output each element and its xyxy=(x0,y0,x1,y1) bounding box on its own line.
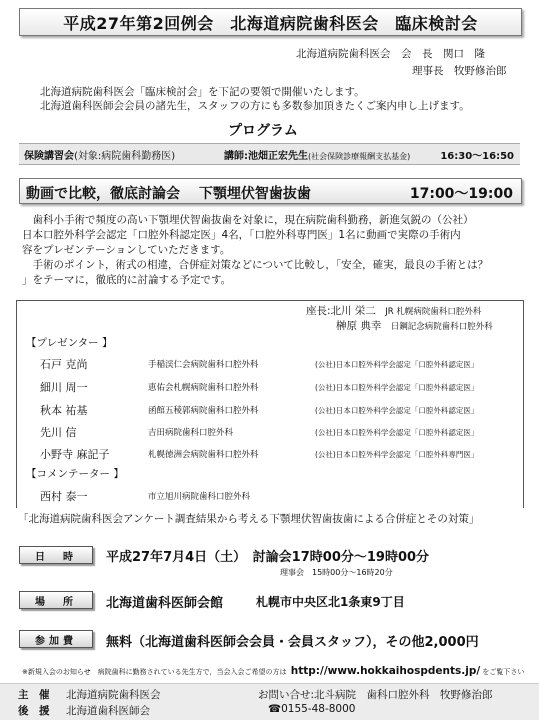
program-heading: プログラム xyxy=(228,123,298,139)
chair-1: 座長:北川 栄二 JR 札幌病院歯科口腔外科 xyxy=(306,305,482,317)
main-session-header xyxy=(19,178,522,204)
support: 北海道歯科医師会 xyxy=(66,705,150,717)
desc-line-1: 歯科小手術で頻度の高い下顎埋伏智歯抜歯を対象に，現在病院歯科勤務，新進気鋭の（公社） xyxy=(22,214,474,226)
commentator-name: 西村 泰一 xyxy=(40,490,88,503)
desc-line-4: 手術のポイント，術式の相違，合併症対策などについて比較し，「安全，確実，最良の手術とは？ xyxy=(22,259,489,271)
organizer-chairman: 理事長 牧野修治郎 xyxy=(412,65,507,77)
presenter-affiliation: 手稲渓仁会病院歯科口腔外科 xyxy=(148,360,259,370)
commentator-label: 【コメンテーター 】 xyxy=(26,468,124,480)
presenter-cert: (公社)日本口腔外科学会認定「口腔外科認定医」 xyxy=(315,383,479,392)
page-title: 平成27年第2回例会 北海道病院歯科医会 臨床検討会 xyxy=(19,8,522,36)
presenter-name: 細川 周一 xyxy=(40,381,88,394)
desc-line-5: 」をテーマに，徹底的に討論する予定です。 xyxy=(22,274,232,286)
support-label: 後 援 xyxy=(18,705,50,717)
lecture-label: 保険講習会(対象:病院歯科勤務医) xyxy=(24,150,176,162)
presenter-affiliation: 函館五稜郭病院歯科口腔外科 xyxy=(148,406,259,416)
membership-notice: ※新規入会のお知らせ 病院歯科に勤務されている先生方で，当会入会ご希望の方は http://www.hokkaihospdents.jp/ をご覧下さい xyxy=(22,665,525,677)
intro-line-1: 北海道病院歯科医会「臨床検討会」を下記の要領で開催いたします。 xyxy=(40,86,365,98)
organizer-president: 北海道病院歯科医会 会 長 関口 隆 xyxy=(296,48,485,60)
presenter-name: 秋本 祐基 xyxy=(40,404,88,417)
presenter-affiliation: 吉田病院歯科口腔外科 xyxy=(148,428,234,438)
footer xyxy=(0,683,539,720)
fee-value: 無料（北海道歯科医師会会員・会員スタッフ），その他2,000円 xyxy=(106,635,479,650)
contact-phone: ☎0155-48-8000 xyxy=(268,703,356,715)
presenters-label: 【プレゼンター 】 xyxy=(26,337,113,349)
host: 北海道病院歯科医会 xyxy=(66,689,161,701)
presenter-name: 先川 信 xyxy=(40,426,77,439)
venue-value: 北海道歯科医師会館 xyxy=(106,596,224,611)
date-label: 日 時 xyxy=(19,546,93,564)
lecture-time: 16:30〜16:50 xyxy=(440,150,514,162)
main-session-time: 17:00〜19:00 xyxy=(409,186,513,202)
presenter-cert: (公社)日本口腔外科学会認定「口腔外科認定医」 xyxy=(315,360,479,369)
commentator-affiliation: 市立旭川病院歯科口腔外科 xyxy=(148,492,251,502)
website-link[interactable]: http://www.hokkaihospdents.jp/ xyxy=(290,665,481,677)
host-label: 主 催 xyxy=(18,689,50,701)
chair-2: 榊原 典幸 日鋼記念病院歯科口腔外科 xyxy=(336,320,493,332)
date-sub: 理事会 15時00分〜16時20分 xyxy=(280,568,393,577)
main-session-title: 動画で比較，徹底討論会 下顎埋伏智歯抜歯 xyxy=(26,186,311,202)
presenter-cert: (公社)日本口腔外科学会認定「口腔外科認定医」 xyxy=(315,428,479,437)
presenter-affiliation: 札幌徳洲会病院歯科口腔外科 xyxy=(148,450,259,460)
presenter-affiliation: 恵佑会札幌病院歯科口腔外科 xyxy=(148,383,259,393)
closing-note: 「北海道病院歯科医会アンケート調査結果から考える下顎埋伏智歯抜歯による合併症とその対策」 xyxy=(18,513,480,525)
date-value: 平成27年7月4日（土） 討論会17時00分〜19時00分 xyxy=(106,550,430,565)
lecturer: 講師:池畑正宏先生(社会保険診療報酬支払基金) xyxy=(224,150,411,162)
lecture-band xyxy=(19,143,520,165)
presenter-cert: (公社)日本口腔外科学会認定「口腔外科専門医」 xyxy=(315,450,479,459)
contact: お問い合せ:北斗病院 歯科口腔外科 牧野修治郎 xyxy=(258,689,493,701)
venue-label: 場 所 xyxy=(19,591,93,609)
presenter-name: 小野寺 麻記子 xyxy=(40,448,110,461)
desc-line-2: 日本口腔外科学会認定「口腔外科認定医」4名，「口腔外科専門医」1名に動画で実際の手術内 xyxy=(22,229,461,241)
presenter-cert: (公社)日本口腔外科学会認定「口腔外科認定医」 xyxy=(315,406,479,415)
intro-line-2: 北海道歯科医師会会員の諸先生，スタッフの方にも多数参加頂きたくご案内申し上げます。 xyxy=(40,100,470,112)
desc-line-3: 容をプレゼンテーションしていただきます。 xyxy=(22,244,231,256)
venue-address: 札幌市中央区北1条東9丁目 xyxy=(256,595,405,609)
presenter-name: 石戸 克尚 xyxy=(40,358,88,371)
fee-label: 参加費 xyxy=(19,630,93,648)
